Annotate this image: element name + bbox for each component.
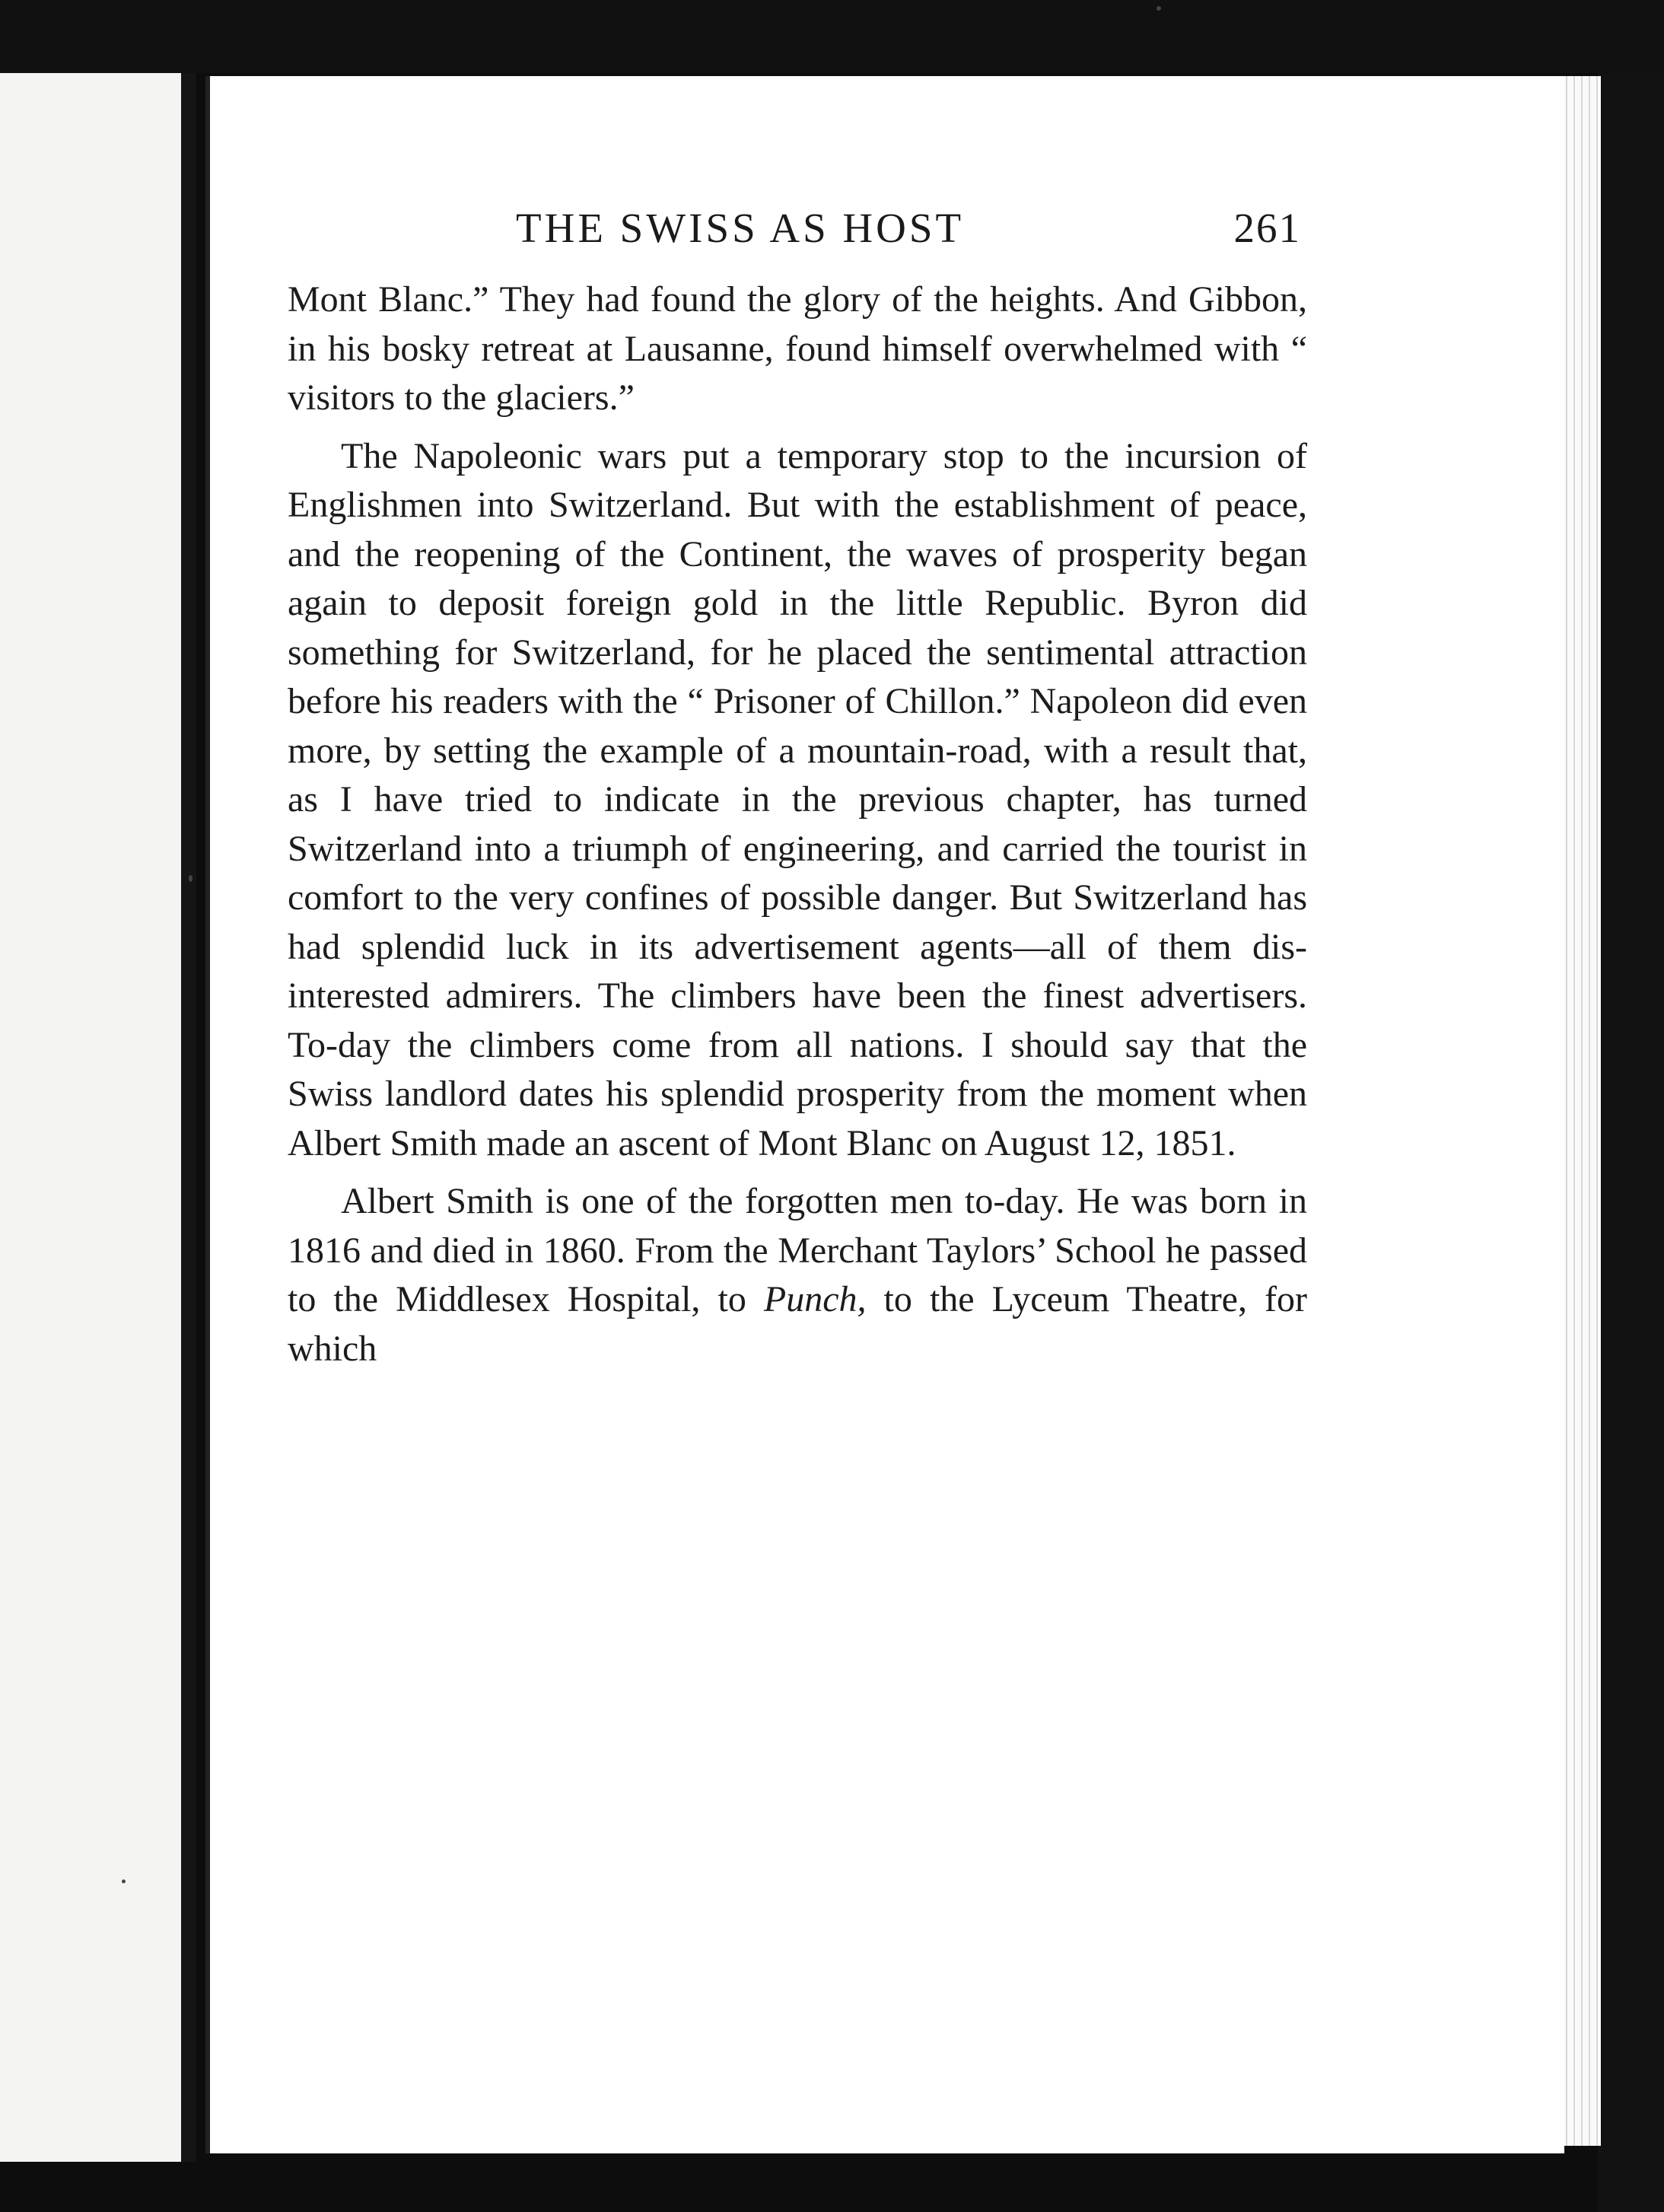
scan-background-right [1598, 73, 1664, 2212]
page-header [288, 204, 1301, 257]
paragraph-3-text-end: to the Lyceum Theatre, for which [288, 1279, 1308, 1369]
paragraph-1: Mont Blanc.” They had found the glory of the heights. And Gibbon, in his bosky retreat at Lausanne, found himself overwhelmed with “ visitors to the glaciers.” [288, 279, 1307, 418]
scan-background-top [0, 0, 1664, 73]
italic-title-punch: Punch, [763, 1279, 867, 1319]
scan-speck [189, 875, 192, 882]
facing-page-edge [0, 73, 196, 2162]
running-head: THE SWISS AS HOST [516, 205, 965, 251]
paragraph-3 [288, 1177, 1307, 1373]
page-number: 261 [1233, 205, 1301, 251]
book-page [205, 76, 1564, 2153]
body-text [288, 275, 1307, 1383]
scan-speck [122, 1879, 126, 1883]
paragraph-2: The Napoleonic wars put a temporary stop to the incursion of Englishmen into Switzerland. But with the establishment of peace, and the reopening of the Continent, the waves of prosperity began again to deposit foreign gold in the little Republic. Byron did something for Switzerland, for he placed the sentimental attraction before his readers with the “ Prisoner of Chillon.” Napoleon did even more, by setting the example of a mountain-road, with a result that, as I have tried to indicate in the previous chapter, has turned Switzerland into a triumph of engineering, and carried the tourist in comfort to the very confines of possible danger. But Switzerland has had splendid luck in its advertisement agents—all of them disinterested admirers. The climbers have been the finest advertisers. To-day the climbers come from all nations. I should say that the Swiss landlord dates his splendid prosperity from the moment when Albert Smith made an ascent of Mont Blanc on August 12, 1851. [288, 435, 1307, 1163]
scan-speck [1157, 6, 1161, 11]
paragraph-3-text-start: Albert Smith is one of the forgotten men to-day. He was born in 1816 and died in 1860. From the Merchant Taylors’ School he passed to the Middlesex Hospital, to [288, 1181, 1307, 1319]
